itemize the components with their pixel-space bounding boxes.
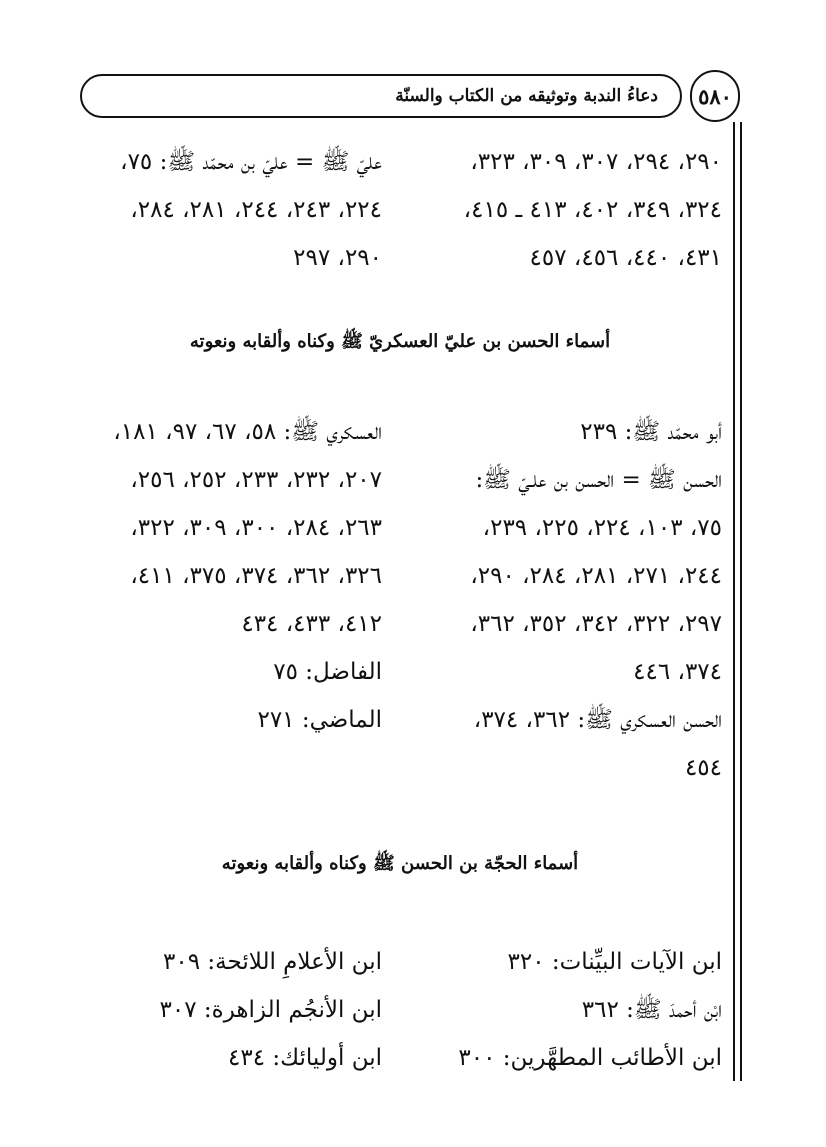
running-header <box>80 74 682 118</box>
index-line: ٢٢٤، ٢٤٣، ٢٤٤، ٢٨١، ٢٨٤، <box>130 197 382 223</box>
index-line: ٢٦٣، ٢٨٤، ٣٠٠، ٣٠٩، ٣٢٢، <box>130 515 382 541</box>
page-number: ٥٨٠ <box>690 70 740 122</box>
index-line: أبو محمّد ﷺ: ٢٣٩ <box>580 419 722 445</box>
index-line: الحسن ﷺ = الحسن بن علـيّ ﷺ: <box>475 467 722 493</box>
index-line: الفاضل: ٧٥ <box>273 659 382 685</box>
section-heading: أسماء الحسن بن عليّ العسكريّ ﷺ وكناه وألقابه ونعوته <box>189 331 611 352</box>
index-line: ابن أوليائك: ٤٣٤ <box>228 1045 382 1071</box>
index-line: ابن الآيات البيِّنات: ٣٢٠ <box>507 949 722 975</box>
margin-rule <box>740 122 742 1081</box>
section3-right-column <box>400 938 722 1082</box>
header-title: دعاءُ الندبة وتوثيقه من الكتاب والسنّة <box>395 86 658 106</box>
section3-left-column <box>70 938 382 1082</box>
index-line: ابن الأنجُم الزاهرة: ٣٠٧ <box>159 997 382 1023</box>
index-line: ٢٩٠، ٢٩٧ <box>293 245 382 271</box>
index-line: ٣٢٤، ٣٤٩، ٤٠٢، ٤١٣ ـ ٤١٥، <box>463 197 722 223</box>
index-line: الحسن العسكري ﷺ: ٣٦٢، ٣٧٤، <box>473 707 722 733</box>
index-line: ٢٩٠، ٢٩٤، ٣٠٧، ٣٠٩، ٣٢٣، <box>470 149 722 175</box>
index-line: ٤٥٤ <box>684 755 722 781</box>
index-line: ٧٥، ١٠٣، ٢٢٤، ٢٢٥، ٢٣٩، <box>482 515 722 541</box>
index-line: ٢٠٧، ٢٣٢، ٢٣٣، ٢٥٢، ٢٥٦، <box>130 467 382 493</box>
index-line: ابن الأطائب المطهَّرين: ٣٠٠ <box>458 1045 722 1071</box>
index-line: الماضي: ٢٧١ <box>257 707 382 733</box>
index-line: ٤٣١، ٤٤٠، ٤٥٦، ٤٥٧ <box>529 245 722 271</box>
index-line: ٤١٢، ٤٣٣، ٤٣٤ <box>241 611 382 637</box>
section-heading: أسماء الحجّة بن الحسن ﷺ وكناه وألقابه ونعوته <box>221 853 579 874</box>
section1-left-column <box>70 138 382 282</box>
index-line: ٣٧٤، ٤٤٦ <box>633 659 722 685</box>
index-line: ٢٤٤، ٢٧١، ٢٨١، ٢٨٤، ٢٩٠، <box>470 563 722 589</box>
index-line: ابْن أحمدَ ﷺ: ٣٦٢ <box>581 997 722 1023</box>
margin-rule <box>733 122 735 1081</box>
section1-right-column <box>400 138 722 282</box>
index-line: ٢٩٧، ٣٢٢، ٣٤٢، ٣٥٢، ٣٦٢، <box>470 611 722 637</box>
index-line: العسكري ﷺ: ٥٨، ٦٧، ٩٧، ١٨١، <box>113 419 382 445</box>
section2-left-column <box>70 408 382 744</box>
index-line: ابن الأعلامِ اللائحة: ٣٠٩ <box>163 949 382 975</box>
index-line: ٣٢٦، ٣٦٢، ٣٧٤، ٣٧٥، ٤١١، <box>130 563 382 589</box>
section2-right-column <box>400 408 722 792</box>
index-line: عليّ ﷺ = عليّ بن محمّد ﷺ: ٧٥، <box>120 149 382 175</box>
